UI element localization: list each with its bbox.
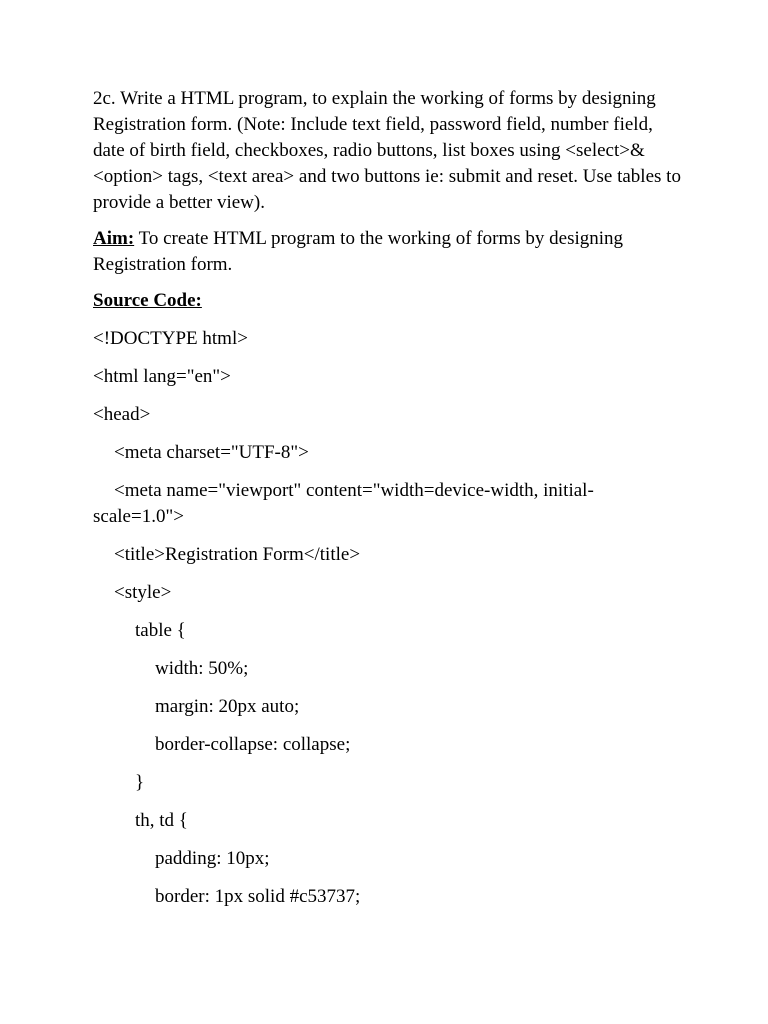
code-line: table { [135, 620, 186, 641]
code-line: width: 50%; [155, 658, 249, 679]
code-line: <head> [93, 404, 151, 425]
code-line: border-collapse: collapse; [155, 734, 351, 755]
aim-paragraph [93, 226, 683, 278]
source-code-heading [93, 288, 683, 314]
code-line: <html lang="en"> [93, 366, 231, 387]
code-line: <meta charset="UTF-8"> [114, 442, 309, 463]
code-line: <title>Registration Form</title> [114, 544, 361, 565]
code-line: <!DOCTYPE html> [93, 328, 248, 349]
code-line: margin: 20px auto; [155, 696, 300, 717]
code-line: border: 1px solid #c53737; [155, 886, 361, 907]
source-code-heading-text: Source Code: [93, 290, 202, 311]
code-line: th, td { [135, 810, 188, 831]
aim-text: To create HTML program to the working of forms by designing Registration form. [93, 228, 624, 275]
code-listing [93, 326, 683, 910]
code-line: } [135, 772, 145, 793]
aim-label: Aim: [93, 228, 135, 249]
document-page [93, 86, 683, 922]
code-line: <meta name="viewport" content="width=device-width, initial-scale=1.0"> [93, 480, 594, 527]
code-line: padding: 10px; [155, 848, 270, 869]
code-line: <style> [114, 582, 172, 603]
question-text: 2c. Write a HTML program, to explain the working of forms by designing Registration form. (Note: Include text field, password field, number field, date of birth field, checkboxes, radio buttons, list boxes using <select>&<option> tags, <text area> and two buttons ie: submit and reset. Use tables to provide a better view). [93, 88, 681, 213]
